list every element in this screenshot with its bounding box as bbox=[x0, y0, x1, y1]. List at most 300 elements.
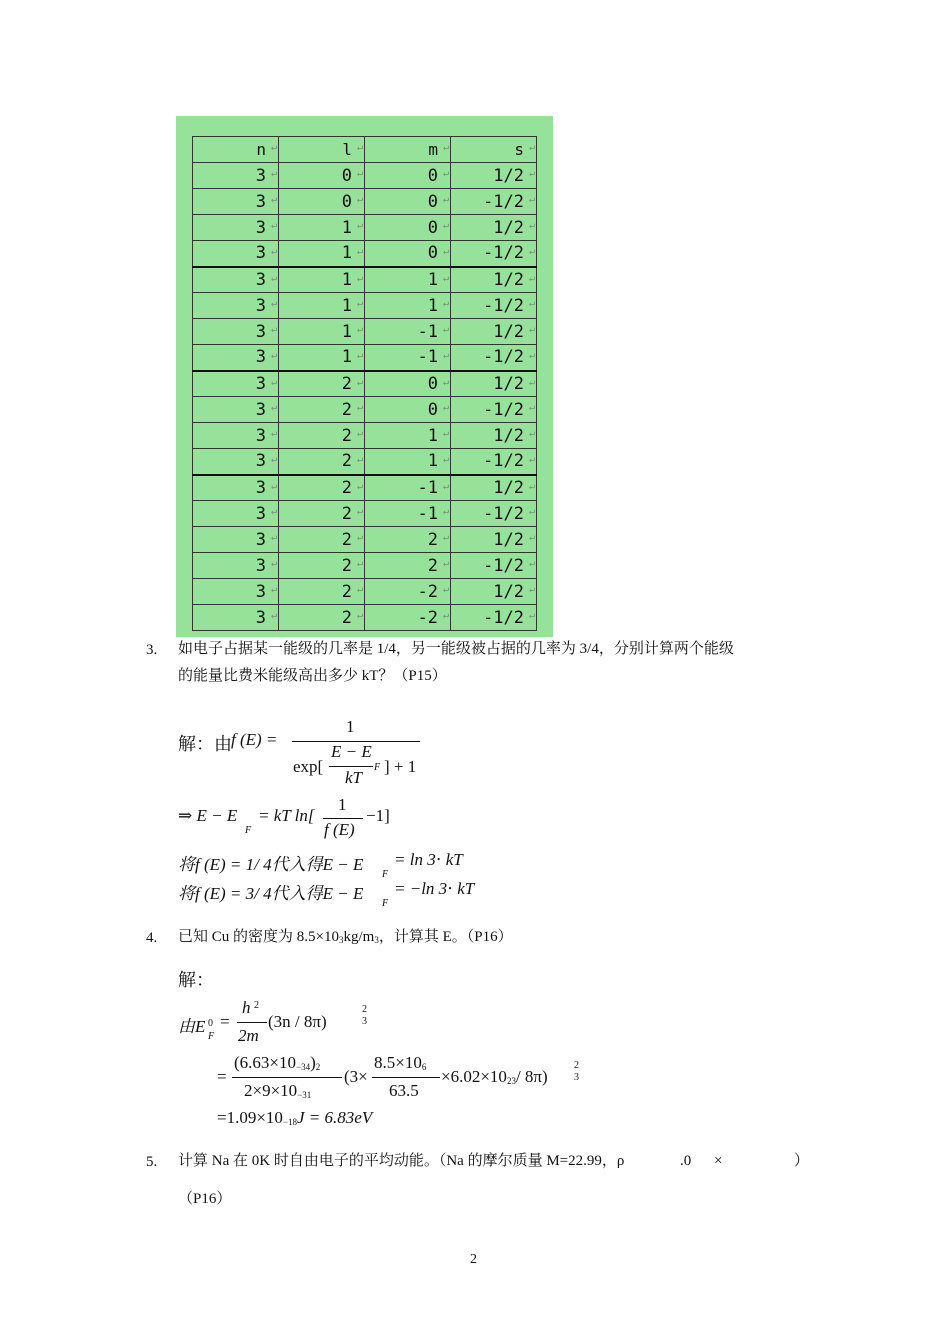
cell-end-mark: ↵ bbox=[528, 168, 535, 179]
table-cell bbox=[193, 345, 279, 371]
table-cell bbox=[279, 423, 365, 449]
cell-value: 3 bbox=[255, 425, 266, 446]
cell-value: 3 bbox=[255, 373, 266, 394]
cell-value: 1 bbox=[341, 243, 352, 264]
solution-3-line2-pre: ⇒ E − E bbox=[178, 806, 238, 825]
table-cell bbox=[193, 241, 279, 267]
solution-3-line2-sub: F bbox=[245, 825, 252, 836]
cell-value: 3 bbox=[255, 165, 266, 186]
table-cell bbox=[451, 215, 537, 241]
cell-end-mark: ↵ bbox=[356, 428, 363, 439]
cell-end-mark: ↵ bbox=[442, 194, 449, 205]
cell-value: 2 bbox=[341, 503, 352, 524]
cell-end-mark: ↵ bbox=[442, 610, 449, 621]
cell-value: 1 bbox=[341, 269, 352, 290]
cell-value: -1 bbox=[417, 477, 438, 498]
quantum-number-table bbox=[192, 136, 537, 631]
cell-value: 3 bbox=[255, 217, 266, 238]
table-cell bbox=[365, 241, 451, 267]
cell-value: l bbox=[342, 140, 352, 159]
cell-end-mark: ↵ bbox=[528, 610, 535, 621]
cell-value: 1/2 bbox=[493, 269, 524, 290]
table-header-cell bbox=[365, 137, 451, 163]
cell-end-mark: ↵ bbox=[442, 506, 449, 517]
cell-end-mark: ↵ bbox=[442, 584, 449, 595]
cell-value: 3 bbox=[255, 555, 266, 576]
solution-3-line3-tail: = ln 3⋅ kT bbox=[394, 850, 463, 869]
cell-value: -1 bbox=[417, 503, 438, 524]
solution-4-line2-frac-numerator bbox=[374, 1053, 426, 1073]
question-3-line2: 的能量比费米能级高出多少 kT？（P15） bbox=[178, 668, 447, 684]
table-cell bbox=[365, 501, 451, 527]
cell-value: -1/2 bbox=[483, 295, 524, 316]
cell-end-mark: ↵ bbox=[442, 168, 449, 179]
solution-4-line2-numerator bbox=[234, 1053, 320, 1073]
cell-value: 3 bbox=[255, 191, 266, 212]
cell-value: 1 bbox=[341, 295, 352, 316]
cell-end-mark: ↵ bbox=[442, 220, 449, 231]
table-header-row bbox=[193, 137, 537, 163]
table-cell bbox=[365, 345, 451, 371]
cell-end-mark: ↵ bbox=[442, 350, 449, 361]
question-4-sup2: 3 bbox=[374, 935, 379, 945]
table-cell bbox=[279, 501, 365, 527]
solution-3-inner-numerator: E − E bbox=[331, 742, 372, 761]
quantum-number-table-image bbox=[176, 116, 553, 637]
cell-end-mark: ↵ bbox=[528, 350, 535, 361]
cell-end-mark: ↵ bbox=[528, 532, 535, 543]
question-4-number: 4. bbox=[146, 930, 158, 946]
table-cell bbox=[451, 449, 537, 475]
solution-4-line2-frac-num-sup: 6 bbox=[421, 1062, 427, 1072]
solution-3-line4-sub: F bbox=[382, 898, 389, 909]
cell-value: 3 bbox=[255, 607, 266, 628]
cell-value: 1/2 bbox=[493, 477, 524, 498]
question-3-line1: 如电子占据某一能级的几率是 1/4，另一能级被占据的几率为 3/4，分别计算两个能级 bbox=[178, 641, 734, 657]
question-4-text-part4: 。（P16） bbox=[451, 929, 513, 945]
solution-3-numerator: 1 bbox=[346, 717, 355, 736]
table-cell bbox=[279, 605, 365, 631]
table-cell bbox=[279, 527, 365, 553]
cell-end-mark: ↵ bbox=[356, 506, 363, 517]
solution-4-line2-mid: (3× bbox=[344, 1067, 368, 1086]
cell-value: 1/2 bbox=[493, 373, 524, 394]
cell-value: 2 bbox=[341, 477, 352, 498]
cell-end-mark: ↵ bbox=[356, 558, 363, 569]
solution-4-line2-num-sup: −34 bbox=[296, 1062, 311, 1072]
table-row bbox=[193, 163, 537, 189]
cell-value: -2 bbox=[417, 581, 438, 602]
cell-end-mark: ↵ bbox=[356, 194, 363, 205]
cell-end-mark: ↵ bbox=[356, 532, 363, 543]
table-cell bbox=[451, 345, 537, 371]
table-cell bbox=[279, 189, 365, 215]
cell-value: -1 bbox=[417, 321, 438, 342]
cell-value: 3 bbox=[255, 451, 266, 472]
table-cell bbox=[451, 267, 537, 293]
cell-value: 1/2 bbox=[493, 425, 524, 446]
table-cell bbox=[451, 501, 537, 527]
solution-3-line2-mid: = kT ln[ bbox=[258, 806, 315, 825]
cell-end-mark: ↵ bbox=[528, 272, 535, 284]
table-row bbox=[193, 501, 537, 527]
solution-4-line3-base: =1.09×10 bbox=[217, 1108, 283, 1127]
solution-3-tail: ] + 1 bbox=[384, 757, 417, 776]
table-cell bbox=[193, 527, 279, 553]
cell-end-mark: ↵ bbox=[270, 350, 277, 361]
table-cell bbox=[451, 605, 537, 631]
table-row bbox=[193, 371, 537, 397]
cell-end-mark: ↵ bbox=[528, 454, 535, 465]
cell-end-mark: ↵ bbox=[270, 194, 277, 205]
question-4-text-part3: ，计算其 E bbox=[378, 929, 452, 945]
cell-value: 0 bbox=[341, 165, 352, 186]
question-5-number: 5. bbox=[146, 1154, 158, 1170]
cell-value: 2 bbox=[341, 581, 352, 602]
table-cell bbox=[279, 215, 365, 241]
cell-value: 1 bbox=[427, 295, 438, 316]
cell-value: 1/2 bbox=[493, 217, 524, 238]
table-cell bbox=[365, 319, 451, 345]
solution-4-line2-tail-sup: 23 bbox=[506, 1076, 516, 1086]
cell-end-mark: ↵ bbox=[528, 376, 535, 388]
cell-end-mark: ↵ bbox=[528, 428, 535, 439]
cell-end-mark: ↵ bbox=[270, 376, 277, 388]
cell-end-mark: ↵ bbox=[356, 402, 363, 413]
cell-end-mark: ↵ bbox=[442, 532, 449, 543]
solution-4-line3-tail: J = 6.83eV bbox=[297, 1108, 373, 1127]
solution-4-line2-tail bbox=[441, 1067, 548, 1087]
question-4-sup: 3 bbox=[338, 935, 344, 945]
cell-value: 2 bbox=[341, 529, 352, 550]
cell-end-mark: ↵ bbox=[442, 428, 449, 439]
cell-end-mark: ↵ bbox=[356, 168, 363, 179]
solution-4-line3-sup: −18 bbox=[282, 1117, 298, 1127]
cell-end-mark: ↵ bbox=[270, 298, 277, 309]
solution-4-label: 解： bbox=[178, 970, 214, 990]
cell-end-mark: ↵ bbox=[356, 376, 363, 388]
solution-3-inner-sub: F bbox=[374, 762, 381, 773]
cell-end-mark: ↵ bbox=[442, 272, 449, 284]
cell-end-mark: ↵ bbox=[442, 142, 449, 153]
cell-end-mark: ↵ bbox=[270, 168, 277, 179]
table-cell bbox=[365, 579, 451, 605]
cell-end-mark: ↵ bbox=[356, 454, 363, 465]
cell-value: s bbox=[514, 140, 524, 159]
table-cell bbox=[279, 579, 365, 605]
cell-value: 0 bbox=[427, 373, 438, 394]
cell-value: 1 bbox=[341, 347, 352, 368]
table-cell bbox=[279, 163, 365, 189]
table-cell bbox=[279, 397, 365, 423]
cell-value: 3 bbox=[255, 243, 266, 264]
cell-end-mark: ↵ bbox=[270, 584, 277, 595]
cell-value: 2 bbox=[427, 555, 438, 576]
page-number: 2 bbox=[470, 1252, 477, 1267]
cell-value: -1/2 bbox=[483, 399, 524, 420]
table-cell bbox=[193, 215, 279, 241]
cell-end-mark: ↵ bbox=[356, 584, 363, 595]
cell-end-mark: ↵ bbox=[528, 324, 535, 335]
table-cell bbox=[193, 475, 279, 501]
solution-4-line1-denominator: 2m bbox=[238, 1026, 259, 1045]
solution-3-inner-denominator: kT bbox=[345, 768, 362, 787]
cell-end-mark: ↵ bbox=[528, 298, 535, 309]
table-cell bbox=[193, 319, 279, 345]
solution-4-line2-den-base: 2×9×10 bbox=[244, 1081, 298, 1100]
table-row bbox=[193, 319, 537, 345]
solution-4-line1-eq: = bbox=[220, 1012, 230, 1031]
table-header-cell bbox=[279, 137, 365, 163]
table-row bbox=[193, 241, 537, 267]
cell-value: -1/2 bbox=[483, 451, 524, 472]
cell-end-mark: ↵ bbox=[270, 506, 277, 517]
cell-end-mark: ↵ bbox=[528, 506, 535, 517]
solution-3-line2-bar bbox=[323, 818, 363, 819]
table-row bbox=[193, 397, 537, 423]
cell-value: 3 bbox=[255, 269, 266, 290]
cell-end-mark: ↵ bbox=[528, 584, 535, 595]
table-cell bbox=[279, 553, 365, 579]
table-cell bbox=[451, 319, 537, 345]
solution-3-line4-tail: = −ln 3⋅ kT bbox=[394, 879, 475, 898]
solution-4-line3 bbox=[217, 1108, 372, 1128]
cell-end-mark: ↵ bbox=[442, 324, 449, 335]
table-cell bbox=[279, 267, 365, 293]
cell-value: -1 bbox=[417, 347, 438, 368]
solution-4-line2-exp-den: 3 bbox=[574, 1072, 579, 1083]
table-cell bbox=[193, 501, 279, 527]
solution-4-line1-pre: 由E bbox=[178, 1017, 206, 1036]
question-4-text-part2: kg/m bbox=[343, 929, 375, 945]
table-cell bbox=[279, 371, 365, 397]
solution-4-line2-frac-num-base: 8.5×10 bbox=[374, 1053, 422, 1072]
question-5-dot0: .0 bbox=[680, 1153, 692, 1169]
cell-value: 3 bbox=[255, 581, 266, 602]
cell-end-mark: ↵ bbox=[270, 532, 277, 543]
cell-value: 1/2 bbox=[493, 529, 524, 550]
table-header-cell bbox=[193, 137, 279, 163]
solution-3-line2-tail: −1] bbox=[366, 806, 390, 825]
solution-4-line2-denominator bbox=[244, 1081, 311, 1101]
cell-value: 1 bbox=[427, 451, 438, 472]
solution-4-line2-frac-denominator: 63.5 bbox=[389, 1081, 419, 1100]
cell-end-mark: ↵ bbox=[356, 272, 363, 284]
question-5-text: 计算 Na 在 0K 时自由电子的平均动能。（Na 的摩尔质量 M=22.99，ρ bbox=[178, 1153, 625, 1169]
table-cell bbox=[193, 397, 279, 423]
cell-end-mark: ↵ bbox=[270, 246, 277, 257]
table-cell bbox=[451, 397, 537, 423]
cell-value: 3 bbox=[255, 503, 266, 524]
cell-end-mark: ↵ bbox=[528, 194, 535, 205]
cell-value: m bbox=[428, 140, 438, 159]
solution-4-line2-tail-base: ×6.02×10 bbox=[441, 1067, 507, 1086]
solution-4-line2-num-base: (6.63×10 bbox=[234, 1053, 296, 1072]
cell-end-mark: ↵ bbox=[270, 402, 277, 413]
cell-end-mark: ↵ bbox=[528, 246, 535, 257]
solution-3-line3: 将f (E) = 1/ 4代入得E − E bbox=[178, 855, 364, 874]
table-cell bbox=[193, 163, 279, 189]
cell-end-mark: ↵ bbox=[356, 142, 363, 153]
question-5-times: × bbox=[714, 1153, 723, 1169]
solution-3-lhs: f (E) = bbox=[231, 730, 278, 749]
table-cell bbox=[451, 371, 537, 397]
cell-end-mark: ↵ bbox=[270, 454, 277, 465]
solution-4-line2-bar bbox=[232, 1077, 342, 1078]
cell-value: 0 bbox=[427, 165, 438, 186]
table-cell bbox=[193, 423, 279, 449]
table-cell bbox=[451, 163, 537, 189]
table-cell bbox=[451, 553, 537, 579]
cell-value: 3 bbox=[255, 295, 266, 316]
cell-value: 0 bbox=[341, 191, 352, 212]
cell-value: 3 bbox=[255, 477, 266, 498]
table-row bbox=[193, 423, 537, 449]
cell-end-mark: ↵ bbox=[270, 142, 277, 153]
solution-4-line1-numerator: h bbox=[242, 998, 251, 1017]
solution-4-line1-exp-den: 3 bbox=[362, 1016, 367, 1027]
cell-end-mark: ↵ bbox=[356, 220, 363, 231]
table-cell bbox=[365, 605, 451, 631]
solution-4-line2-tail2: / 8π) bbox=[515, 1067, 548, 1086]
table-cell bbox=[451, 241, 537, 267]
cell-end-mark: ↵ bbox=[270, 272, 277, 284]
table-cell bbox=[365, 397, 451, 423]
solution-4-line1-bar bbox=[237, 1022, 267, 1023]
cell-value: 0 bbox=[427, 243, 438, 264]
cell-value: 1/2 bbox=[493, 165, 524, 186]
cell-end-mark: ↵ bbox=[356, 246, 363, 257]
question-4-text bbox=[178, 924, 513, 954]
table-cell bbox=[279, 475, 365, 501]
cell-value: 1 bbox=[341, 321, 352, 342]
cell-end-mark: ↵ bbox=[356, 480, 363, 492]
table-cell bbox=[193, 371, 279, 397]
table-cell bbox=[451, 527, 537, 553]
cell-end-mark: ↵ bbox=[442, 246, 449, 257]
table-cell bbox=[193, 449, 279, 475]
table-cell bbox=[193, 293, 279, 319]
table-cell bbox=[193, 189, 279, 215]
solution-4-line2-eq: = bbox=[217, 1067, 227, 1086]
cell-value: 2 bbox=[427, 529, 438, 550]
cell-value: 3 bbox=[255, 399, 266, 420]
table-row bbox=[193, 293, 537, 319]
table-row bbox=[193, 579, 537, 605]
table-cell bbox=[365, 163, 451, 189]
cell-value: 3 bbox=[255, 529, 266, 550]
cell-value: -1/2 bbox=[483, 555, 524, 576]
table-row bbox=[193, 345, 537, 371]
table-cell bbox=[451, 423, 537, 449]
cell-value: -1/2 bbox=[483, 503, 524, 524]
cell-value: 2 bbox=[341, 425, 352, 446]
table-cell bbox=[365, 553, 451, 579]
table-cell bbox=[365, 371, 451, 397]
solution-4-line1-exp-num: 2 bbox=[362, 1004, 367, 1015]
table-cell bbox=[365, 267, 451, 293]
solution-3-exp: exp[ bbox=[293, 757, 324, 776]
cell-end-mark: ↵ bbox=[356, 350, 363, 361]
solution-3-line2-numerator: 1 bbox=[338, 795, 347, 814]
question-4-text-part1: 已知 Cu 的密度为 8.5×10 bbox=[178, 929, 339, 945]
cell-value: -1/2 bbox=[483, 347, 524, 368]
cell-value: 3 bbox=[255, 321, 266, 342]
table-row bbox=[193, 267, 537, 293]
table-cell bbox=[193, 605, 279, 631]
solution-4-line2-frac-bar bbox=[372, 1077, 440, 1078]
table-cell bbox=[451, 189, 537, 215]
question-5-close: ） bbox=[794, 1153, 810, 1169]
table-cell bbox=[451, 579, 537, 605]
cell-value: 2 bbox=[341, 607, 352, 628]
solution-3-label: 解：由 bbox=[178, 734, 232, 754]
cell-end-mark: ↵ bbox=[270, 324, 277, 335]
table-cell bbox=[365, 527, 451, 553]
cell-value: 1 bbox=[341, 217, 352, 238]
table-row bbox=[193, 475, 537, 501]
table-cell bbox=[365, 189, 451, 215]
cell-end-mark: ↵ bbox=[528, 480, 535, 492]
solution-4-line1-tail: (3n / 8π) bbox=[268, 1012, 327, 1031]
solution-4-line2-num-sup2: 2 bbox=[315, 1062, 321, 1072]
table-cell bbox=[193, 267, 279, 293]
table-cell bbox=[451, 293, 537, 319]
table-row bbox=[193, 527, 537, 553]
cell-end-mark: ↵ bbox=[528, 142, 535, 153]
table-cell bbox=[279, 293, 365, 319]
cell-end-mark: ↵ bbox=[270, 480, 277, 492]
cell-value: 0 bbox=[427, 399, 438, 420]
table-cell bbox=[193, 553, 279, 579]
cell-value: 1 bbox=[427, 269, 438, 290]
cell-value: n bbox=[256, 140, 266, 159]
table-row bbox=[193, 189, 537, 215]
cell-end-mark: ↵ bbox=[528, 558, 535, 569]
cell-value: -1/2 bbox=[483, 191, 524, 212]
solution-3-line2-denominator: f (E) bbox=[324, 820, 355, 839]
cell-end-mark: ↵ bbox=[270, 428, 277, 439]
cell-value: -1/2 bbox=[483, 607, 524, 628]
table-cell bbox=[365, 215, 451, 241]
cell-value: 2 bbox=[341, 555, 352, 576]
solution-4-line2-num-tail: ) bbox=[310, 1053, 316, 1072]
solution-4-line2-exp-num: 2 bbox=[574, 1060, 579, 1071]
cell-value: 1/2 bbox=[493, 581, 524, 602]
cell-end-mark: ↵ bbox=[270, 220, 277, 231]
table-row bbox=[193, 215, 537, 241]
table-cell bbox=[279, 449, 365, 475]
cell-end-mark: ↵ bbox=[442, 402, 449, 413]
table-row bbox=[193, 553, 537, 579]
table-cell bbox=[279, 319, 365, 345]
question-3-number: 3. bbox=[146, 642, 158, 658]
cell-value: 2 bbox=[341, 399, 352, 420]
cell-end-mark: ↵ bbox=[270, 610, 277, 621]
solution-4-line2-den-sup: −31 bbox=[297, 1090, 312, 1100]
table-cell bbox=[193, 579, 279, 605]
cell-end-mark: ↵ bbox=[442, 454, 449, 465]
cell-end-mark: ↵ bbox=[270, 558, 277, 569]
cell-end-mark: ↵ bbox=[528, 402, 535, 413]
table-cell bbox=[279, 345, 365, 371]
table-cell bbox=[365, 449, 451, 475]
table-row bbox=[193, 605, 537, 631]
solution-3-line4: 将f (E) = 3/ 4代入得E − E bbox=[178, 884, 364, 903]
cell-end-mark: ↵ bbox=[442, 480, 449, 492]
solution-3-inner-bar bbox=[329, 766, 373, 767]
table-row bbox=[193, 449, 537, 475]
